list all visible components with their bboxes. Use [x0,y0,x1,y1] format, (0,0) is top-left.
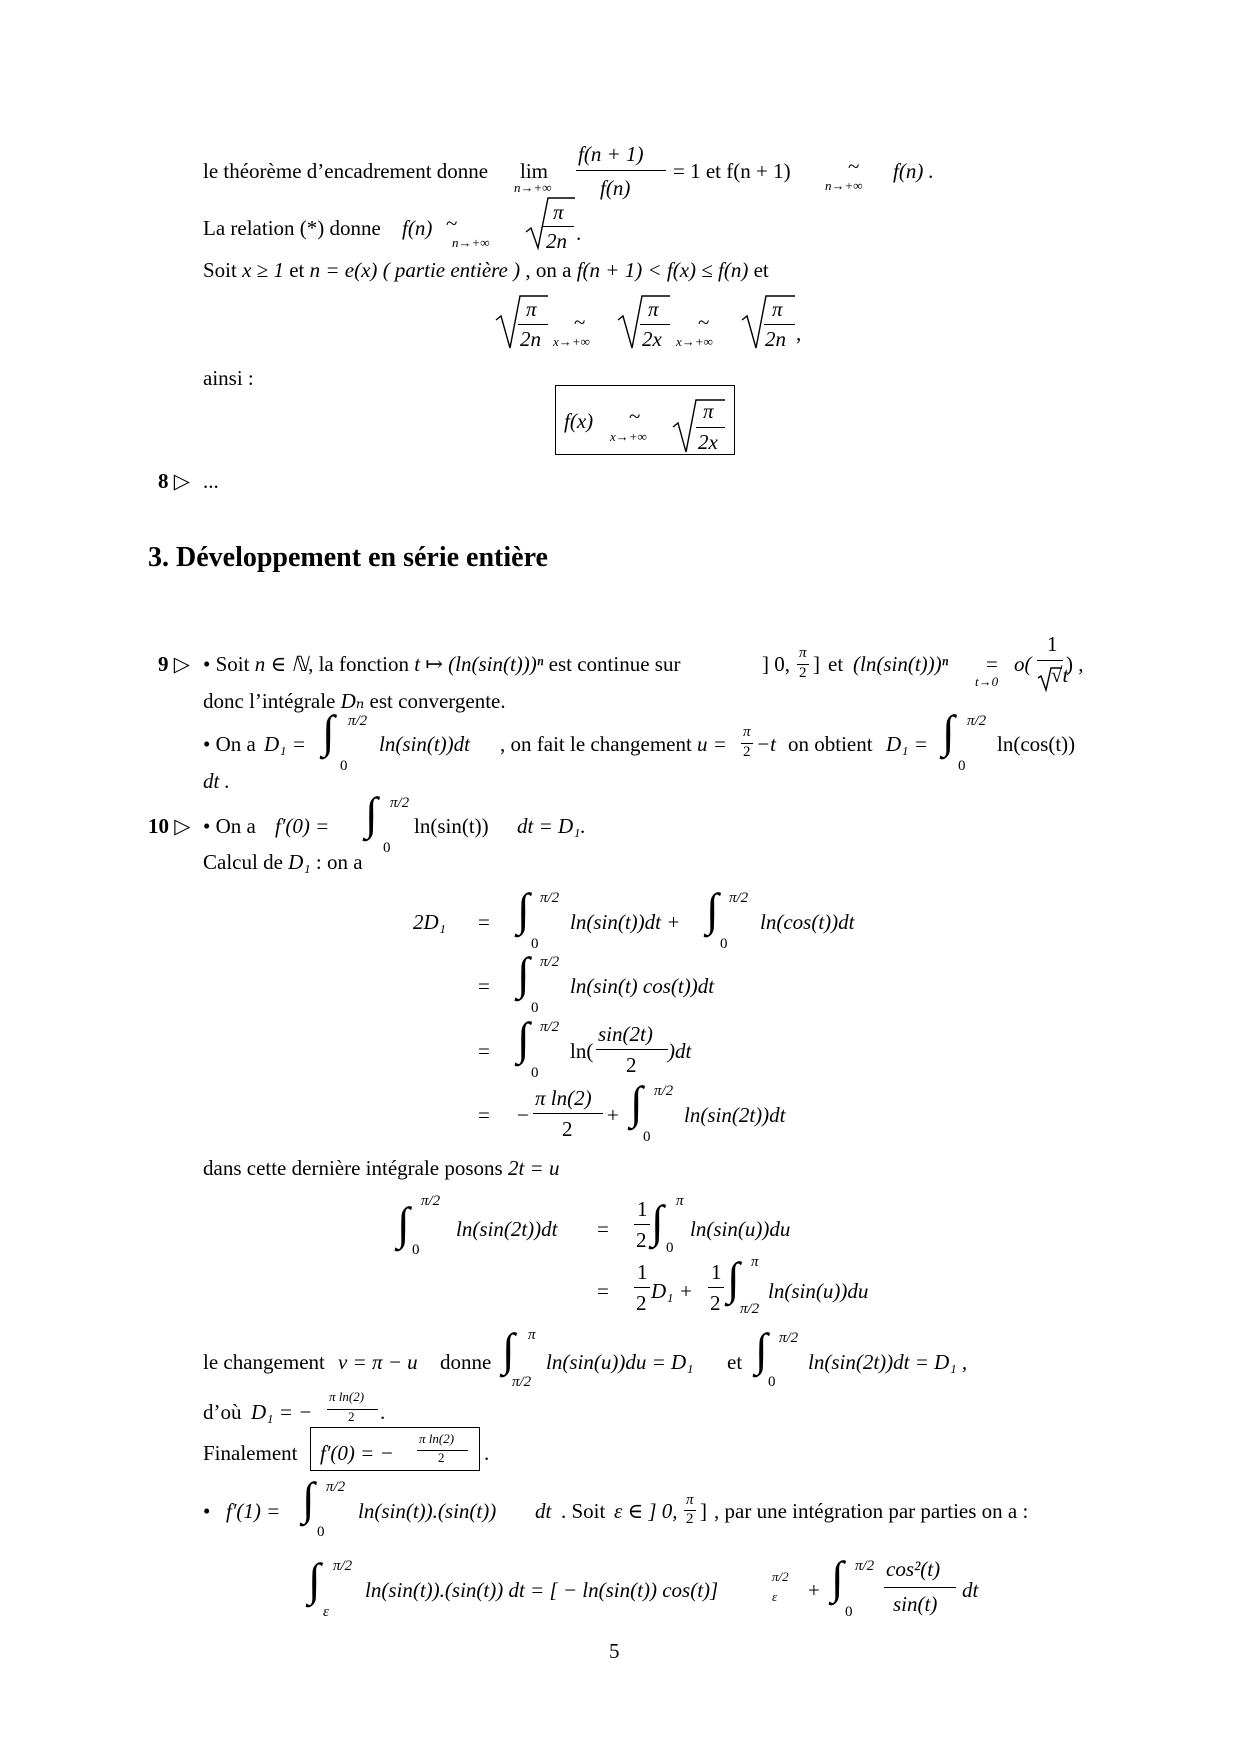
plus: + [607,1103,619,1127]
equivalence-symbol: ~ [698,310,710,334]
math: (ln(sin(t)))ⁿ [853,652,949,676]
math: ln(sin(t)) [414,814,489,838]
integral-upper: π/2 [540,954,560,970]
fraction-denominator: 2 [799,665,807,681]
math: t ↦ (ln(sin(t)))ⁿ [414,652,544,676]
math: Dₙ [340,689,365,713]
line-squeeze-theorem [203,160,488,183]
fraction-numerator: π ln(2) [419,1431,455,1446]
text: on obtient [788,732,873,756]
text: ( partie entière ) [382,258,521,282]
fraction-denominator: 2 [438,1450,445,1465]
equivalence-subscript: x→+∞ [610,429,647,444]
math: dt [962,1578,979,1602]
fraction-numerator: π [648,297,659,321]
fraction-denominator: 2 [626,1053,637,1077]
fraction-denominator: √t [1051,663,1069,687]
integral-upper: π/2 [540,890,560,906]
eq-sign: = [597,1279,609,1303]
math: D₁ = [886,732,928,756]
integral-upper: π/2 [326,1479,346,1495]
eq-sign: = [597,1217,609,1241]
equivalence-subscript: x→+∞ [676,334,713,349]
fraction-bar [518,324,548,325]
fraction-bar [1037,660,1063,661]
text: le théorème d’encadrement donne [203,159,489,183]
math: ln(cos(t))dt [760,910,855,934]
text: donne [440,1350,492,1374]
fraction-bar [576,170,666,171]
interval-open: ] 0, [762,652,790,676]
fraction-bar [533,1113,603,1114]
fraction-numerator: π [772,297,783,321]
text: • On a [203,814,256,838]
integral-lower: 0 [845,1604,853,1620]
fraction-numerator: π [526,297,537,321]
math: )dt [668,1039,692,1063]
section-title: 3. Développement en série entière [148,542,548,573]
integral-lower: 0 [643,1129,651,1145]
integral-sign: ∫ [942,706,955,757]
text: et [753,258,769,282]
math: x ≥ 1 [242,258,284,282]
text: et [727,1350,743,1374]
math: ln(sin(u))du = D₁ [546,1350,694,1374]
integral-sign: ∫ [755,1324,768,1375]
fraction-denominator: sin(t) [893,1592,938,1616]
equivalence-subscript: n→+∞ [825,178,863,193]
fraction-denominator: 2x [642,327,662,351]
equivalence-symbol: ~ [446,211,458,235]
fraction-bar [764,324,795,325]
text: d’où [203,1400,242,1424]
integral-sign: ∫ [502,1324,515,1375]
fraction-numerator: 1 [637,1260,648,1284]
fraction-numerator: 1 [637,1197,648,1221]
text: , par une intégration par parties on a : [714,1499,1029,1523]
integral-upper: π/2 [540,1019,560,1035]
fraction-numerator: π ln(2) [329,1389,365,1404]
integral-sign: ∫ [727,1253,740,1304]
equivalence-symbol: ~ [629,404,641,428]
math: ln(sin(t))dt + [570,910,681,934]
text: Calcul de [203,850,283,874]
fraction-numerator: f(n + 1) [578,142,644,166]
equation-text: = 1 et f(n + 1) [673,159,791,183]
integral-upper: π/2 [729,890,749,906]
integral-sign: ∫ [630,1077,643,1128]
minus: − [517,1103,529,1127]
integral-lower: 0 [958,758,966,774]
integral-sign: ∫ [517,1013,530,1064]
text: est continue sur [548,652,681,676]
text: et [828,652,844,676]
interval-close: ] [813,652,820,676]
line-soit [203,259,769,282]
math: D₁ = [264,732,306,756]
integral-sign: ∫ [706,884,719,935]
fn-symbol: f(n) [402,216,433,240]
fraction-numerator: π [553,200,564,224]
math: ln(sin(t) cos(t))dt [570,974,715,998]
equation-end: f(n) . [893,159,934,183]
integral-upper: π/2 [348,713,368,729]
math: ε ∈ ] 0, [614,1499,678,1523]
math: f(n + 1) < f(x) ≤ f(n) [576,258,749,282]
ainsi-text: ainsi : [203,366,254,390]
integral-upper: π/2 [390,795,410,811]
integral-sign: ∫ [397,1198,410,1249]
integral-upper: π/2 [421,1193,441,1209]
text: • Soit [203,652,250,676]
fraction-denominator: 2 [710,1291,721,1315]
fraction-numerator: π [686,1492,694,1508]
fraction-numerator: cos²(t) [886,1557,941,1581]
eq-lhs: 2D₁ [413,910,446,934]
math: D₁ + [651,1279,693,1303]
equivalence-symbol: ~ [574,310,586,334]
bracket-superscript: π/2 [772,1569,789,1584]
fraction-numerator: π [703,399,714,423]
integral-lower: 0 [383,840,391,856]
fraction-denominator: 2n [765,327,786,351]
integral-sign: ∫ [308,1554,321,1605]
math: dt [535,1499,552,1523]
text: ) , [1066,652,1084,676]
integral-sign: ∫ [322,706,335,757]
integral-upper: π/2 [654,1083,674,1099]
bullet: • [203,1499,211,1523]
math: ln(sin(2t))dt [684,1103,786,1127]
integral-lower: 0 [531,1065,539,1081]
math: ln(sin(t))dt [379,732,470,756]
period: . [484,1441,490,1465]
integral-sign: ∫ [517,948,530,999]
integral-sign: ∫ [365,788,378,839]
fraction-bar [542,226,574,227]
fraction-denominator: 2 [636,1291,647,1315]
fraction-numerator: π ln(2) [535,1086,592,1110]
text: . Soit [561,1499,606,1523]
text: , on fait le changement [500,732,692,756]
integral-upper: π [676,1193,684,1209]
fraction-numerator: 1 [1047,632,1058,656]
integral-lower: 0 [531,936,539,952]
eq-sign: = [478,1103,490,1127]
equivalence-subscript: x→+∞ [553,334,590,349]
integral-upper: π [751,1254,759,1270]
integral-upper: π/2 [333,1558,353,1574]
text: est convergente. [369,689,506,713]
integral-upper: π [528,1327,536,1343]
integral-sign: ∫ [831,1552,844,1603]
fx-symbol: f(x) [564,409,594,433]
math: ln( [570,1039,594,1063]
math: f′(0) = [275,814,330,838]
equivalence-subscript: n→+∞ [452,235,490,250]
integral-lower: 0 [531,1000,539,1016]
integral-lower: π/2 [740,1301,760,1317]
question-label: 8 ▷ [158,469,190,493]
integral-lower: 0 [666,1240,674,1256]
integral-lower: 0 [340,758,348,774]
integral-sign: ∫ [302,1473,315,1524]
text: , la fonction [308,652,409,676]
integral-lower: 0 [720,936,728,952]
text: donc l’intégrale [203,689,336,713]
math: D₁ = − [251,1400,313,1424]
integral-upper: π/2 [855,1558,875,1574]
math: ln(sin(2t))dt [456,1217,558,1241]
math: v = π − u [338,1350,418,1374]
integral-lower: 0 [768,1374,776,1390]
question-label: 10 ▷ [148,814,191,838]
text: , on a [525,258,572,282]
plus: + [808,1578,820,1602]
fraction-bar [708,1287,724,1288]
equivalence-symbol: ~ [848,154,860,178]
math: ln(cos(t)) [997,732,1076,756]
integral-lower: 0 [317,1524,325,1540]
math: ln(sin(t)).(sin(t)) [358,1499,497,1523]
integral-lower: 0 [412,1242,420,1258]
fraction-denominator: 2 [743,744,751,760]
lim-text: lim [520,159,549,183]
q9-line2 [203,690,506,713]
integral-upper: π/2 [779,1330,799,1346]
integral-sign: ∫ [651,1196,664,1247]
text: le changement [203,1350,325,1374]
fraction-numerator: sin(2t) [598,1022,653,1046]
fraction-denominator: 2x [698,430,718,454]
math: f′(1) = [226,1499,281,1523]
fraction-bar [696,427,725,428]
text: Finalement [203,1441,298,1465]
fraction-numerator: π [743,724,751,740]
period: . [380,1400,386,1424]
math: f′(0) = − [320,1441,394,1465]
fraction-denominator: 2 [636,1228,647,1252]
fraction-bar [596,1049,668,1050]
relation-text: La relation (*) donne [203,216,381,240]
integral-lower: π/2 [512,1374,532,1390]
interval-close: ] [700,1499,707,1523]
math: n = e(x) [309,258,378,282]
math: ln(sin(u))du [768,1279,869,1303]
math: D₁ [288,850,311,874]
text: et [289,258,305,282]
text: Soit [203,258,237,282]
math: ln(sin(u))du [690,1217,791,1241]
little-o: o( [1014,652,1032,676]
comma: , [796,321,802,345]
eq-sign: = [478,974,490,998]
math: ln(sin(2t))dt = D₁ , [808,1350,968,1374]
math: n ∈ ℕ [254,652,309,676]
q9-line1 [203,653,680,676]
text: : on a [315,850,363,874]
fraction-denominator: f(n) [600,176,631,200]
fraction-denominator: 2 [348,1409,355,1424]
integral-sign: ∫ [517,884,530,935]
question-label: 9 ▷ [158,652,190,676]
limit-subscript: n→+∞ [514,180,552,195]
fraction-numerator: π [799,645,807,661]
eq-sign: = [478,910,490,934]
q10-posons [203,1157,559,1180]
math: −t [756,732,777,756]
integral-upper: π/2 [967,713,987,729]
text: • On a [203,732,256,756]
bracket-subscript: ε [772,1589,778,1604]
fraction-numerator: 1 [711,1260,722,1284]
math: dt . [203,769,230,793]
equals-subscript: t→0 [975,674,999,689]
eq-sign: = [478,1039,490,1063]
math: 2t = u [507,1156,560,1180]
fraction-denominator: 2n [520,327,541,351]
math: u = [697,732,727,756]
period: . [576,221,582,245]
page-number: 5 [609,1639,620,1663]
fraction-denominator: 2 [562,1117,573,1141]
integral-lower: ε [323,1604,329,1620]
fraction-bar [884,1587,956,1588]
text: dans cette dernière intégrale posons [203,1156,503,1180]
fraction-bar [634,1287,650,1288]
math: dt = D₁. [517,814,586,838]
fraction-denominator: 2n [546,229,567,253]
equals: = [986,652,998,676]
q10-calc [203,851,363,874]
fraction-denominator: 2 [686,1511,694,1527]
fraction-bar [640,324,670,325]
fraction-bar [634,1224,650,1225]
math: ln(sin(t)).(sin(t)) dt = [ − ln(sin(t)) cos(t)] [365,1578,719,1602]
ellipsis: ... [203,469,219,493]
